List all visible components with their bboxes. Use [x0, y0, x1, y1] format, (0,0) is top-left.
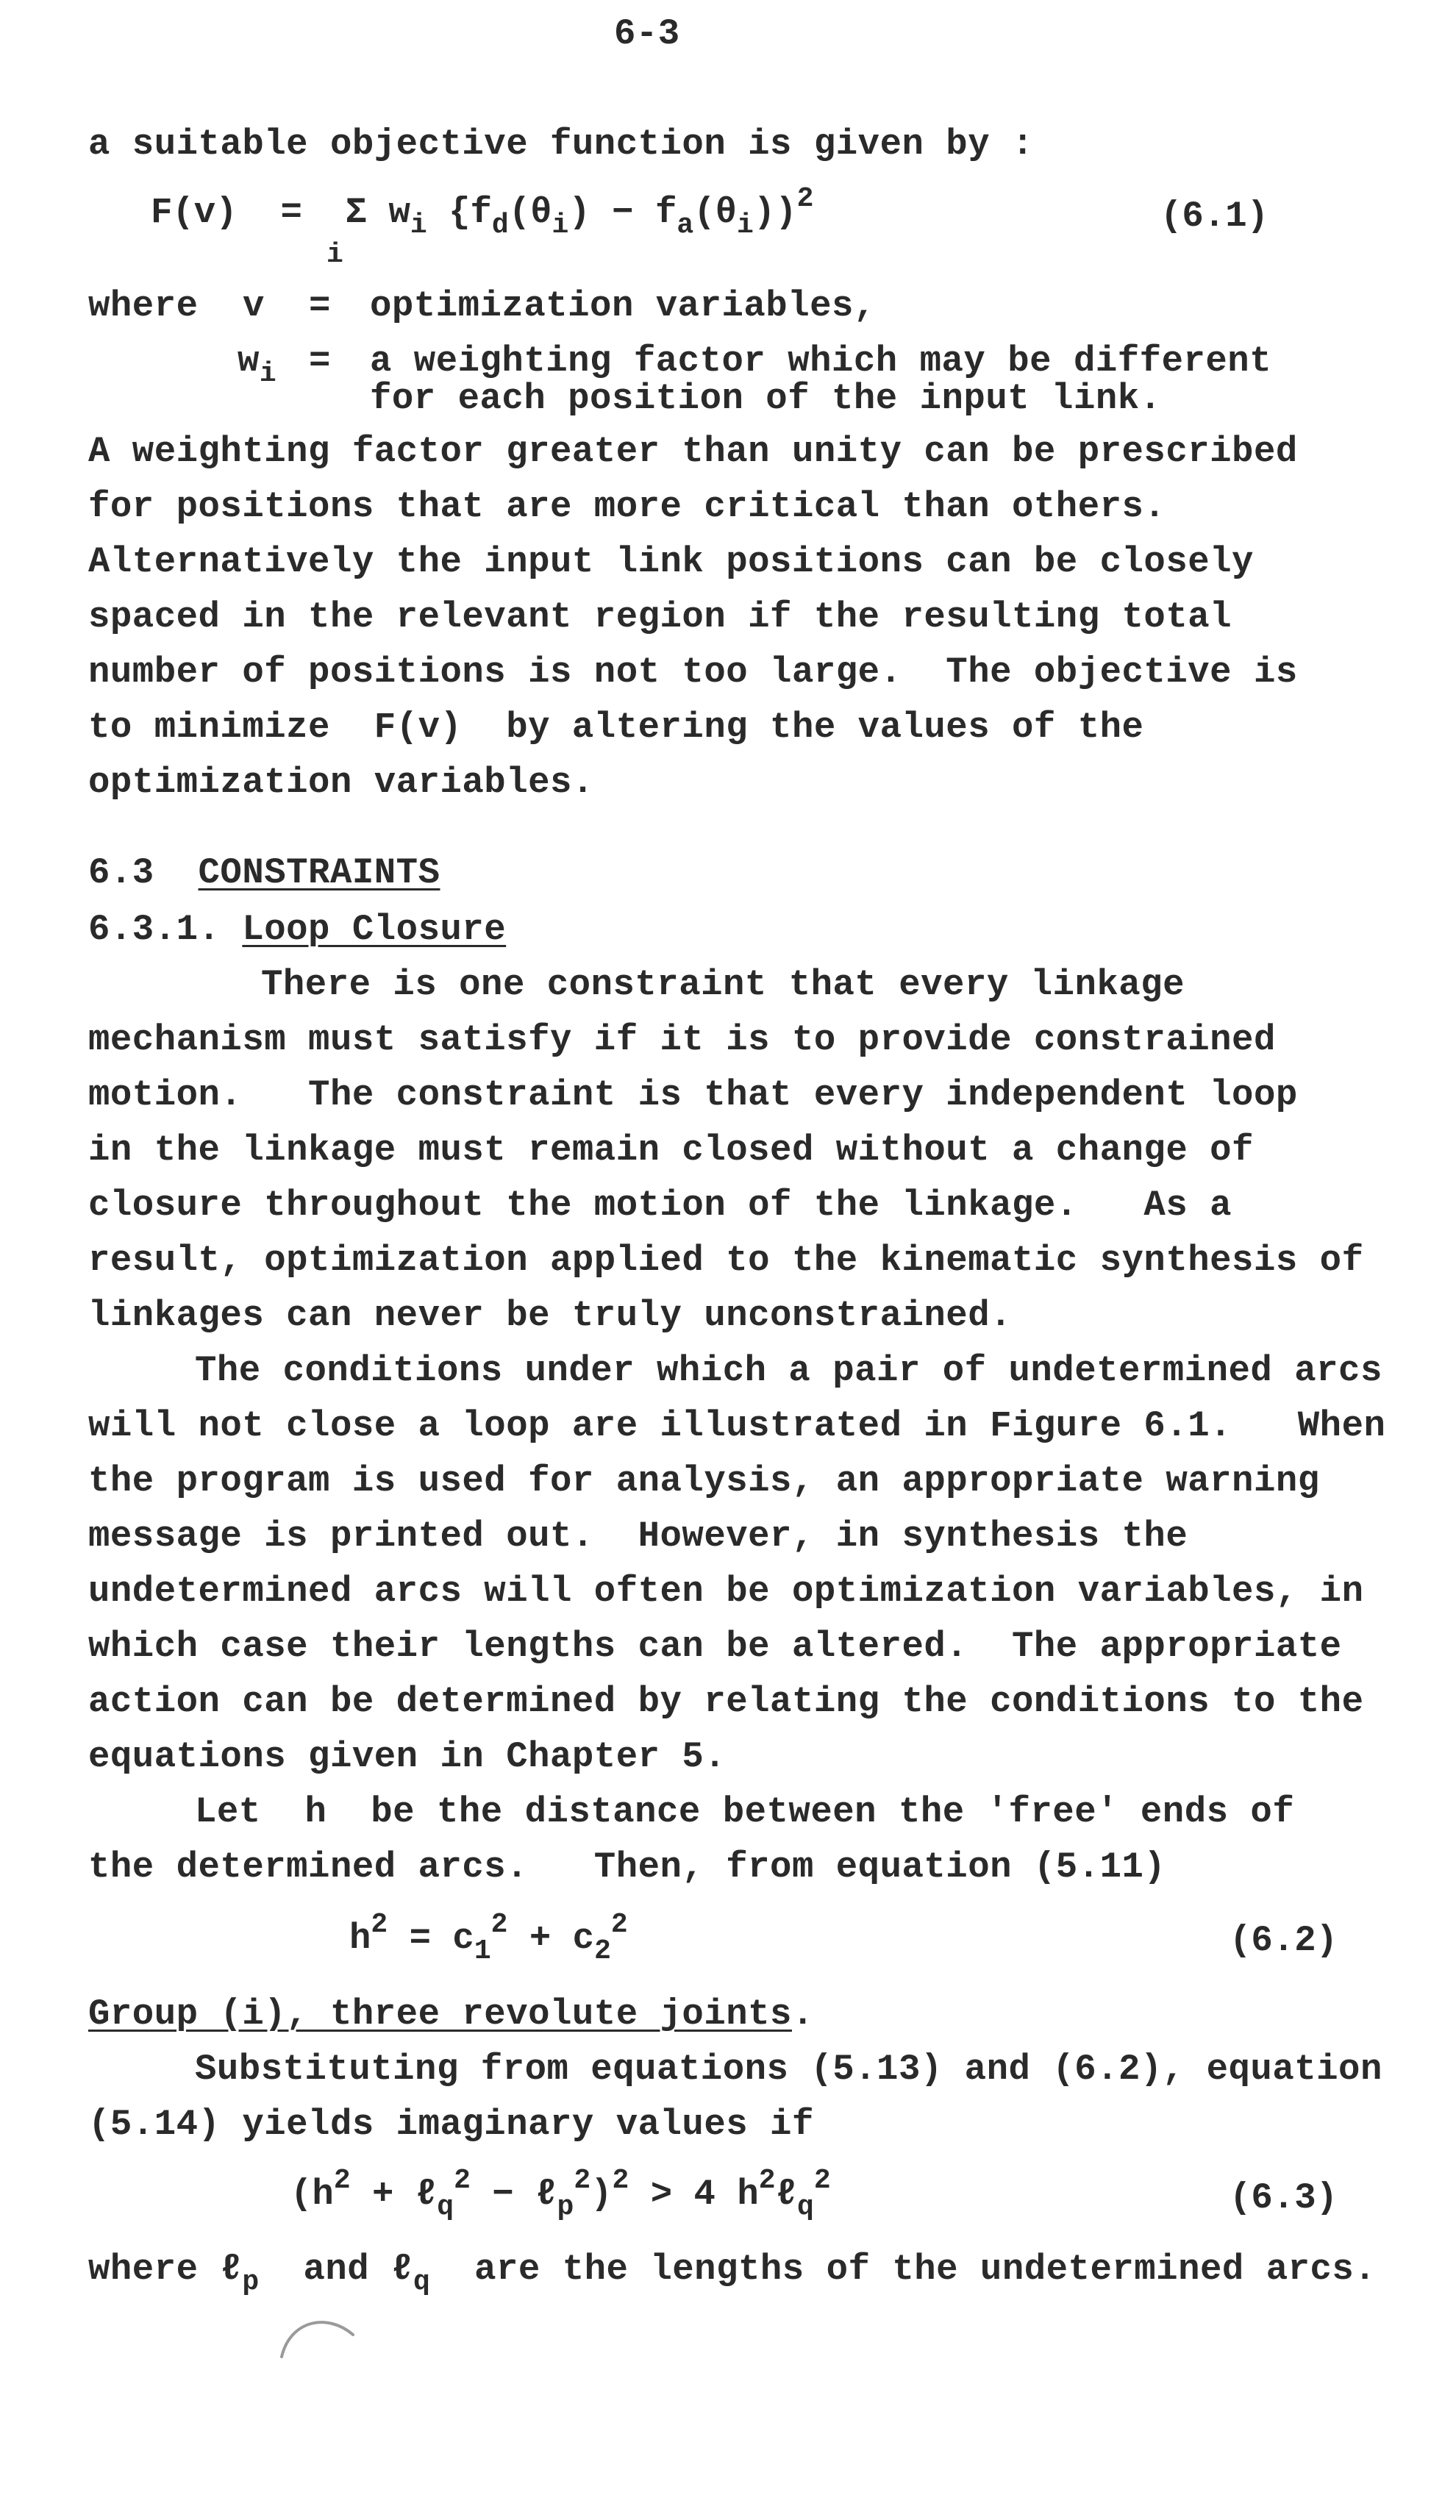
final-lp-sub: p: [242, 2266, 260, 2298]
final-and: and: [259, 2249, 392, 2290]
final-where: where: [88, 2249, 221, 2290]
final-lq: ℓ: [391, 2249, 413, 2290]
para5-line-2: (5.14) yields imaginary values if: [88, 2104, 814, 2145]
para2-line-2: mechanism must satisfy if it is to provide constrained: [88, 1019, 1276, 1060]
eq62-h-pow: 2: [371, 1909, 388, 1941]
para4-line-2: the determined arcs. Then, from equation (5.11): [88, 1846, 1166, 1888]
eq61-fd-sub: d: [491, 210, 509, 241]
para4-line-1: Let h be the distance between the 'free' ends of: [195, 1791, 1295, 1832]
eq63-minus: − ℓ: [470, 2174, 557, 2215]
para2-line-3: motion. The constraint is that every independent loop: [88, 1074, 1298, 1116]
where-w-var: w: [238, 340, 260, 382]
eq63-close-pow: 2: [612, 2165, 629, 2196]
eq62-c2-pow: 2: [610, 1909, 628, 1941]
section-heading: [88, 852, 440, 893]
where-w-eq: =: [309, 340, 331, 382]
eq63-open: (h: [290, 2174, 334, 2215]
eq61-sigma: Σ: [345, 192, 368, 233]
eq63-l: ℓ: [775, 2174, 797, 2215]
eq61-w: w: [388, 192, 410, 233]
eq61-equals: =: [280, 192, 302, 233]
group-heading: [88, 1993, 814, 2035]
group-heading-text: Group (i), three revolute joints: [88, 1993, 792, 2035]
eq61-fa-sub: a: [677, 210, 694, 241]
eq63-lp-pow: 2: [574, 2165, 591, 2196]
para1-line-4: spaced in the relevant region if the resulting total: [88, 596, 1232, 638]
para1-line-1: A weighting factor greater than unity can be prescribed: [88, 431, 1298, 472]
subsection-title: Loop Closure: [242, 909, 507, 950]
eq63-gt: > 4 h: [629, 2174, 759, 2215]
eq63-lq-pow: 2: [454, 2165, 471, 2196]
pen-mark-decoration: [276, 2313, 364, 2364]
eq61-theta1-sub: i: [552, 210, 569, 241]
subsection-number: 6.3.1.: [88, 909, 221, 950]
where-w-desc-1: a weighting factor which may be different: [370, 340, 1272, 382]
where-w-sub: i: [259, 358, 277, 390]
where-word: where: [88, 285, 199, 326]
eq63-lq-sub: q: [437, 2191, 454, 2223]
eq63-h2-pow: 2: [758, 2165, 776, 2196]
eq61-theta2-sub: i: [737, 210, 754, 241]
eq61-open: {f: [449, 192, 492, 233]
group-heading-period: .: [791, 1993, 814, 2035]
where-v-eq: =: [309, 285, 331, 326]
eq62-c1-pow: 2: [490, 1909, 508, 1941]
final-lp: ℓ: [220, 2249, 243, 2290]
where-v: v: [243, 285, 265, 326]
eq63-lp-sub: p: [557, 2191, 574, 2223]
equation-6-1: [151, 183, 814, 241]
para3-line-6: which case their lengths can be altered. The appropriate: [88, 1626, 1342, 1667]
para5-line-1: Substituting from equations (5.13) and (6.2), equation: [195, 2049, 1382, 2090]
para1-line-7: optimization variables.: [88, 762, 594, 803]
where-w-desc-2: for each position of the input link.: [370, 378, 1162, 419]
eq61-theta2: (θ: [693, 192, 737, 233]
eq62-number: (6.2): [1230, 1920, 1338, 1961]
eq63-h-pow: 2: [333, 2165, 351, 2196]
eq61-close: )): [753, 192, 797, 233]
final-lq-sub: q: [413, 2266, 431, 2298]
para3-line-3: the program is used for analysis, an appropriate warning: [88, 1460, 1320, 1502]
eq63-plus: + ℓ: [350, 2174, 438, 2215]
eq61-sigma-index: i: [326, 239, 343, 271]
eq61-number: (6.1): [1160, 196, 1269, 237]
para2-line-7: linkages can never be truly unconstrained.: [88, 1295, 1013, 1336]
para1-line-5: number of positions is not too large. The objective is: [88, 652, 1298, 693]
para1-line-2: for positions that are more critical than others.: [88, 486, 1166, 527]
eq63-close: ): [590, 2174, 613, 2215]
para3-line-5: undetermined arcs will often be optimization variables, in: [88, 1571, 1364, 1612]
final-line: [88, 2249, 1377, 2298]
final-rest: are the lengths of the undetermined arcs.: [430, 2249, 1377, 2290]
para2-line-4: in the linkage must remain closed without a change of: [88, 1129, 1254, 1171]
equation-6-2: [349, 1909, 628, 1967]
para2-line-6: result, optimization applied to the kinematic synthesis of: [88, 1240, 1364, 1281]
eq62-c1-sub: 1: [474, 1935, 491, 1967]
para1-line-3: Alternatively the input link positions can be closely: [88, 541, 1254, 582]
where-v-desc: optimization variables,: [370, 285, 876, 326]
eq61-power: 2: [796, 183, 814, 215]
eq62-eq: = c: [388, 1918, 474, 1959]
para3-line-2: will not close a loop are illustrated in Figure 6.1. When: [88, 1405, 1386, 1446]
section-title: CONSTRAINTS: [198, 852, 440, 893]
page-number: 6-3: [614, 13, 680, 54]
subsection-heading: [88, 909, 507, 950]
eq63-number: (6.3): [1230, 2177, 1338, 2219]
eq63-l-pow: 2: [813, 2165, 831, 2196]
para2-line-1: There is one constraint that every linkage: [261, 964, 1185, 1005]
eq61-theta1: (θ: [508, 192, 552, 233]
para3-line-4: message is printed out. However, in synthesis the: [88, 1516, 1188, 1557]
where-w: [238, 340, 277, 390]
eq62-c2-sub: 2: [594, 1935, 611, 1967]
eq62-plus: + c: [507, 1918, 595, 1959]
para2-line-5: closure throughout the motion of the linkage. As a: [88, 1185, 1232, 1226]
section-number: 6.3: [88, 852, 154, 893]
eq62-h: h: [349, 1918, 371, 1959]
eq61-w-sub: i: [410, 210, 427, 241]
eq63-l-sub: q: [797, 2191, 814, 2223]
intro-line: a suitable objective function is given by :: [88, 124, 1034, 165]
para3-line-1: The conditions under which a pair of undetermined arcs: [195, 1350, 1382, 1391]
equation-6-3: [290, 2165, 831, 2223]
eq61-lhs: F(v): [151, 192, 238, 233]
para1-line-6: to minimize F(v) by altering the values of the: [88, 707, 1144, 748]
para3-line-7: action can be determined by relating the conditions to the: [88, 1681, 1364, 1722]
eq61-minus: ) − f: [568, 192, 677, 233]
para3-line-8: equations given in Chapter 5.: [88, 1736, 727, 1777]
